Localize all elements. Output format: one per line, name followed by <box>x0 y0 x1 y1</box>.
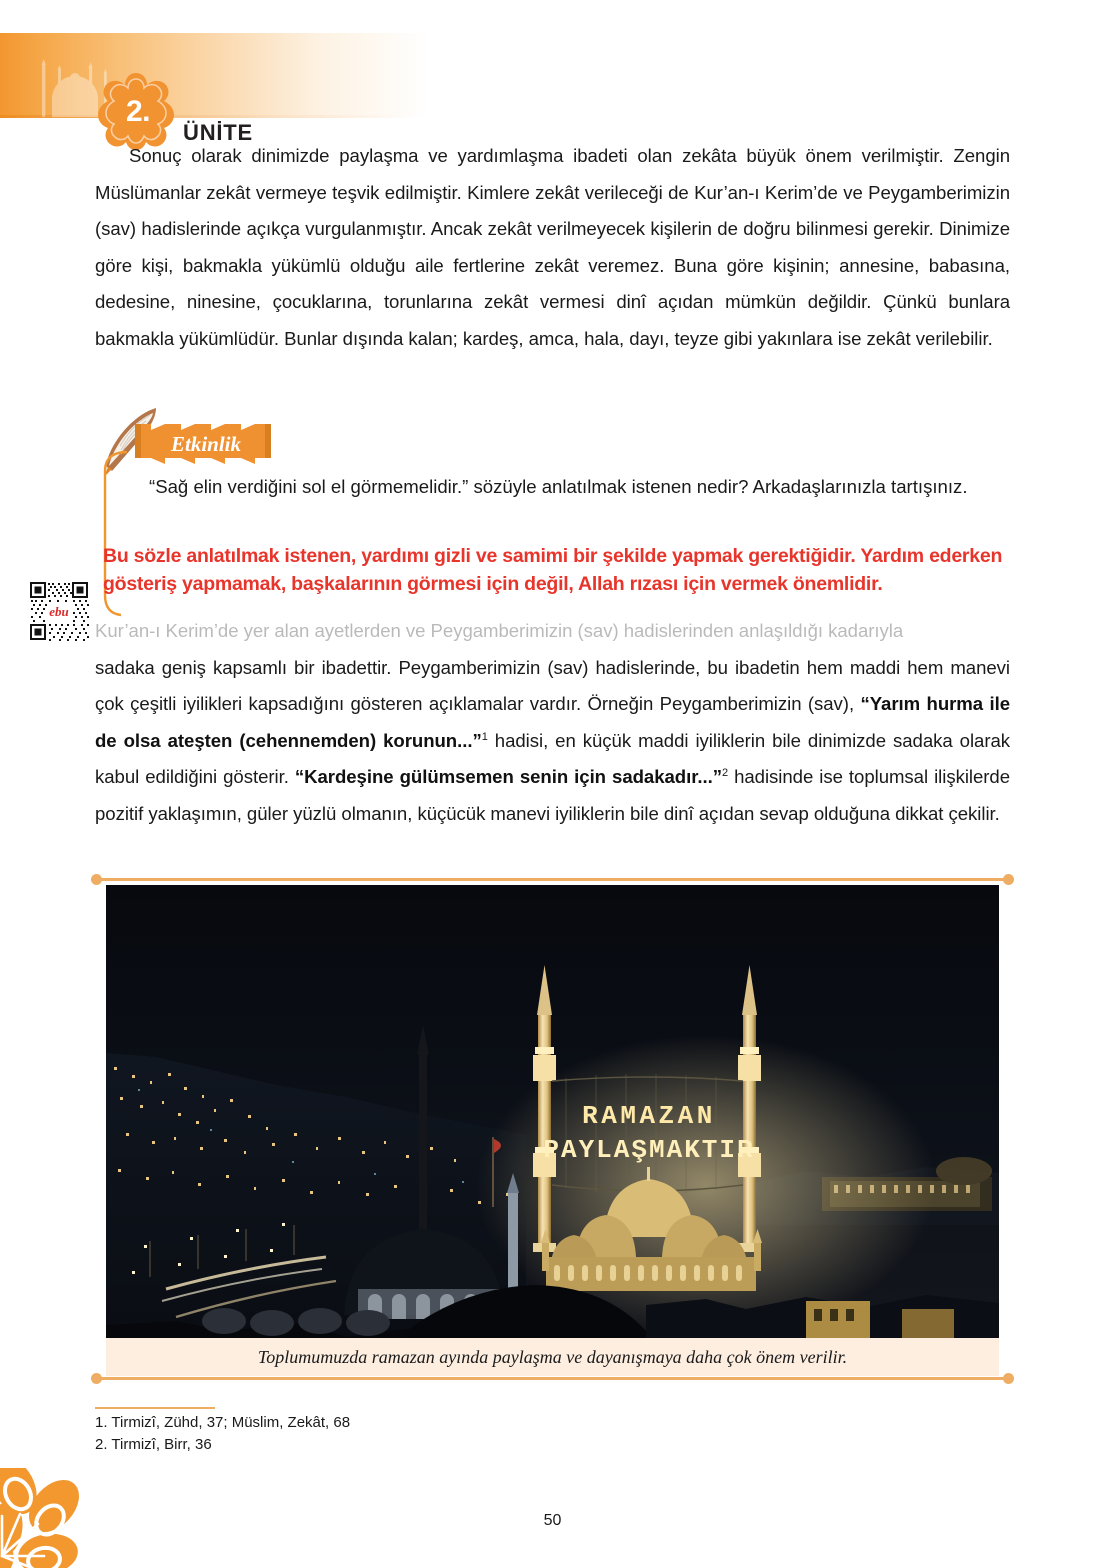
figure-corner-dot-bottom-left <box>91 1373 102 1384</box>
qr-code-icon[interactable] <box>28 580 90 642</box>
paragraph-sadaka <box>95 613 1010 832</box>
paragraph-sadaka-part2: hadisi, en küçük maddi iyiliklerin bile dinimizde sadaka olarak kabul edildiğini gösterir. <box>95 729 1010 787</box>
mahya-line-1: RAMAZAN <box>582 1101 716 1131</box>
footnote-item: 2. Tirmizî, Birr, 36 <box>95 1436 212 1453</box>
unit-label: ÜNİTE <box>183 120 253 145</box>
figure-caption-bar <box>106 1338 999 1376</box>
figure-corner-dot-top-right <box>1003 874 1014 885</box>
activity-answer: Bu sözle anlatılmak istenen, yardımı gizli ve samimi bir şekilde yapmak gerektiğidir. Yardım ederken gösteriş yapmamak, başkalarının görmesi için değil, Allah rızası için vermek önemlidir. <box>103 545 1003 595</box>
mosque-night-photo <box>106 885 999 1338</box>
figure-rule-bottom <box>95 1377 1010 1380</box>
figure-corner-dot-bottom-right <box>1003 1373 1014 1384</box>
footnote-ref-2: 2 <box>721 766 729 779</box>
paragraph-sadaka-part1: sadaka geniş kapsamlı bir ibadettir. Peygamberimizin (sav) hadislerinde, bu ibadetin hem maddi hem manevi çok çeşitli iyilikleri kapsadığını gösteren açıklamalar vardır. Örneğin Peygamberimizin (sav), <box>95 656 1010 714</box>
unit-number: 2. <box>125 95 151 128</box>
activity-question: “Sağ elin verdiğini sol el görmemelidir.” sözüyle anlatılmak istenen nedir? Arkadaşlarınızla tartışınız. <box>149 476 968 497</box>
figure-corner-dot-top-left <box>91 874 102 885</box>
mahya-line-2: PAYLAŞMAKTIR <box>543 1135 755 1165</box>
paragraph-intro: Sonuç olarak dinimizde paylaşma ve yardımlaşma ibadeti olan zekâta büyük önem verilmiştir. Zengin Müslümanlar zekât vermeye teşvik edilmiştir. Kimlere zekât verileceği de Kur’an-ı Kerim’de ve Peygamberimizin (sav) hadislerinde açıkça vurgulanmıştır. Ancak zekât verilmeyecek kişilerin de doğru bilinmesi gerekir. Dinimize göre kişi, bakmakla yükümlü olduğu aile fertlerine zekât veremez. Buna göre kişinin; annesine, babasına, dedesine, ninesine, çocuklarına, torunlarına zekât vermesi dinî açıdan mümkün değildir. Çünkü bunlara bakmakla yükümlüdür. Bunlar dışında kalan; kardeş, amca, hala, dayı, teyze gibi yakınlara ise zekât verilebilir. <box>95 145 1010 349</box>
figure-caption: Toplumumuzda ramazan ayında paylaşma ve dayanışmaya daha çok önem verilir. <box>257 1346 848 1367</box>
activity-banner-label: Etkinlik <box>170 432 242 456</box>
footnote-separator <box>95 1407 215 1409</box>
figure-rule-top <box>95 878 1010 881</box>
page-number: 50 <box>543 1512 562 1529</box>
paragraph-sadaka-faded-line: Kur’an-ı Kerim’de yer alan ayetlerden ve Peygamberimizin (sav) hadislerinden anlaşıldığı kadarıyla <box>95 620 904 641</box>
footnote-item: 1. Tirmizî, Zühd, 37; Müslim, Zekât, 68 <box>95 1414 351 1431</box>
hadith-quote-2: “Kardeşine gülümsemen senin için sadakadır...” <box>294 766 722 787</box>
activity-block <box>95 405 1015 635</box>
paragraph-sadaka-part3: hadisinde ise toplumsal ilişkilerde pozitif yaklaşımın, güler yüzlü olmanın, küçücük manevi iyiliklerin bile dinî açıdan sevap olduğuna dikkat çekilir. <box>95 766 1010 824</box>
hadith-quote-1: “Yarım hurma ile de olsa ateşten (cehennemden) korunun...” <box>95 693 1010 751</box>
footnote-ref-1: 1 <box>481 730 488 743</box>
page-header <box>0 33 745 145</box>
qr-logo-text: ebu <box>49 604 69 619</box>
footnote-list <box>95 1412 350 1456</box>
figure-block <box>95 878 1010 1390</box>
